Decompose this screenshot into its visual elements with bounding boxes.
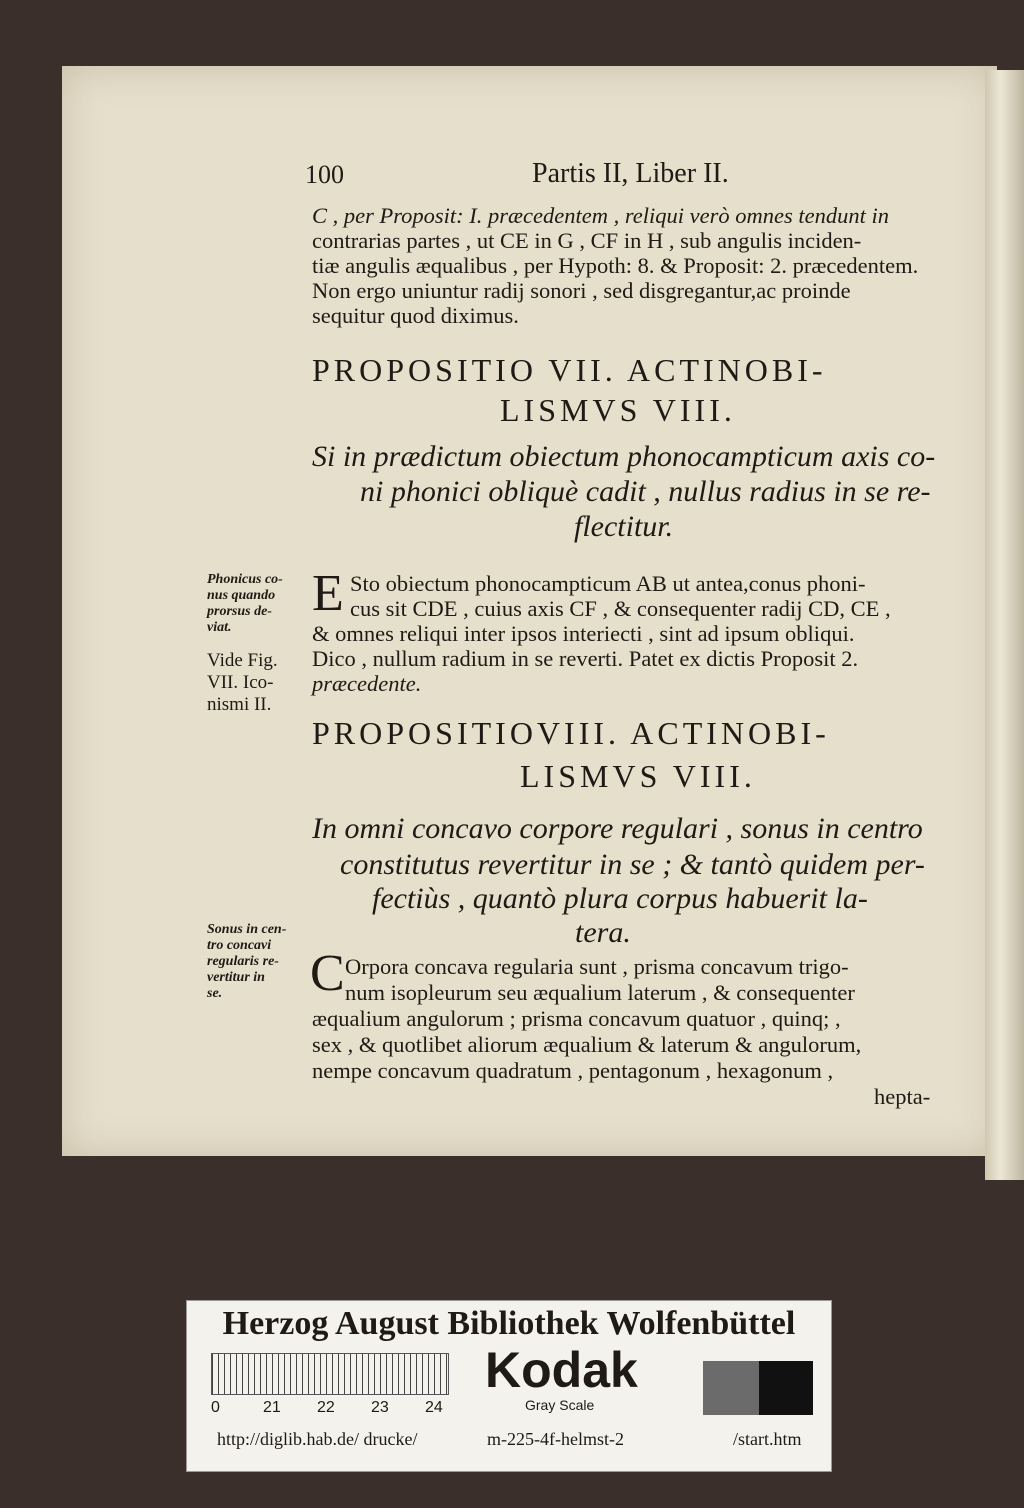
enunciation-line: fectiùs , quantò plura corpus habuerit la- [372, 882, 868, 915]
proposition-title: PROPOSITIO VII. ACTINOBI- [312, 352, 827, 388]
drop-cap: C [310, 945, 345, 1002]
figure-reference: Vide Fig. VII. Ico- nismi II. [207, 650, 278, 715]
text-line: & omnes reliqui inter ipsos interiecti , sint ad ipsum obliqui. [312, 621, 855, 646]
text-line: Non ergo uniuntur radij sonori , sed disgregantur,ac proinde [312, 278, 851, 303]
margin-note: Sonus in cen- tro concavi regularis re- vertitur in se. [207, 922, 287, 1001]
text-line: cus sit CDE , cuius axis CF , & consequenter radij CD, CE , [350, 596, 891, 621]
page-number: 100 [305, 160, 344, 189]
text-line: num isopleurum seu æqualium laterum , & consequenter [345, 980, 855, 1005]
enunciation-line: ni phonici obliquè cadit , nullus radius in se re- [360, 475, 931, 508]
proposition-title-cont: LISMVS VIII. [520, 758, 756, 794]
text-line: Dico , nullum radium in se reverti. Patet ex dictis Proposit 2. [312, 646, 859, 671]
text-line: tiæ angulis æqualibus , per Hypoth: 8. & Proposit: 2. præcedentem. [312, 253, 919, 278]
url-right: /start.htm [733, 1429, 802, 1449]
text-line: æqualium angulorum ; prisma concavum quatuor , quinq; , [312, 1006, 841, 1031]
brand-logo: Kodak [485, 1342, 638, 1398]
scale-ruler [211, 1353, 449, 1395]
library-name: Herzog August Bibliothek Wolfenbüttel [222, 1305, 796, 1342]
text-line: nempe concavum quadratum , pentagonum , hexagonum , [312, 1058, 834, 1083]
text-line: sequitur quod diximus. [312, 303, 519, 328]
text-line: contrarias partes , ut CE in G , CF in H , sub angulis inciden- [312, 228, 862, 253]
gray-swatch [703, 1361, 759, 1415]
enunciation-line: In omni concavo corpore regulari , sonus in centro [312, 812, 923, 845]
black-swatch [759, 1361, 813, 1415]
enunciation-line: tera. [575, 916, 631, 949]
text-line: Orpora concava regularia sunt , prisma concavum trigo- [345, 954, 849, 979]
margin-note: Phonicus co- nus quando prorsus de- viat. [207, 572, 283, 635]
proposition-title: PROPOSITIOVIII. ACTINOBI- [312, 715, 830, 751]
scale-label: Gray Scale [525, 1397, 595, 1413]
digitization-card: Herzog August Bibliothek Wolfenbüttel 0 21 22 23 24 Kodak Gray Scale http://diglib.hab.de/ drucke/ m-225-4f-helmst-2 /start.htm [186, 1300, 832, 1472]
url-left: http://diglib.hab.de/ drucke/ [217, 1429, 418, 1449]
catchword: hepta- [874, 1084, 931, 1109]
text-line: sex , & quotlibet aliorum æqualium & laterum & angulorum, [312, 1032, 862, 1057]
enunciation-line: constitutus revertitur in se ; & tantò quidem per- [340, 848, 925, 881]
proposition-title-cont: LISMVS VIII. [500, 392, 736, 428]
drop-cap: E [312, 565, 344, 622]
running-head: Partis II, Liber II. [532, 158, 729, 189]
enunciation-line: Si in prædictum obiectum phonocampticum axis co- [312, 440, 936, 473]
text-line: Sto obiectum phonocampticum AB ut antea,conus phoni- [350, 571, 866, 596]
url-mid: m-225-4f-helmst-2 [487, 1429, 624, 1449]
enunciation-line: flectitur. [574, 510, 674, 543]
page-edge [985, 70, 1024, 1180]
text-line: C , per Proposit: I. præcedentem , reliqui verò omnes tendunt in [312, 203, 889, 228]
text-line: præcedente. [312, 671, 422, 696]
